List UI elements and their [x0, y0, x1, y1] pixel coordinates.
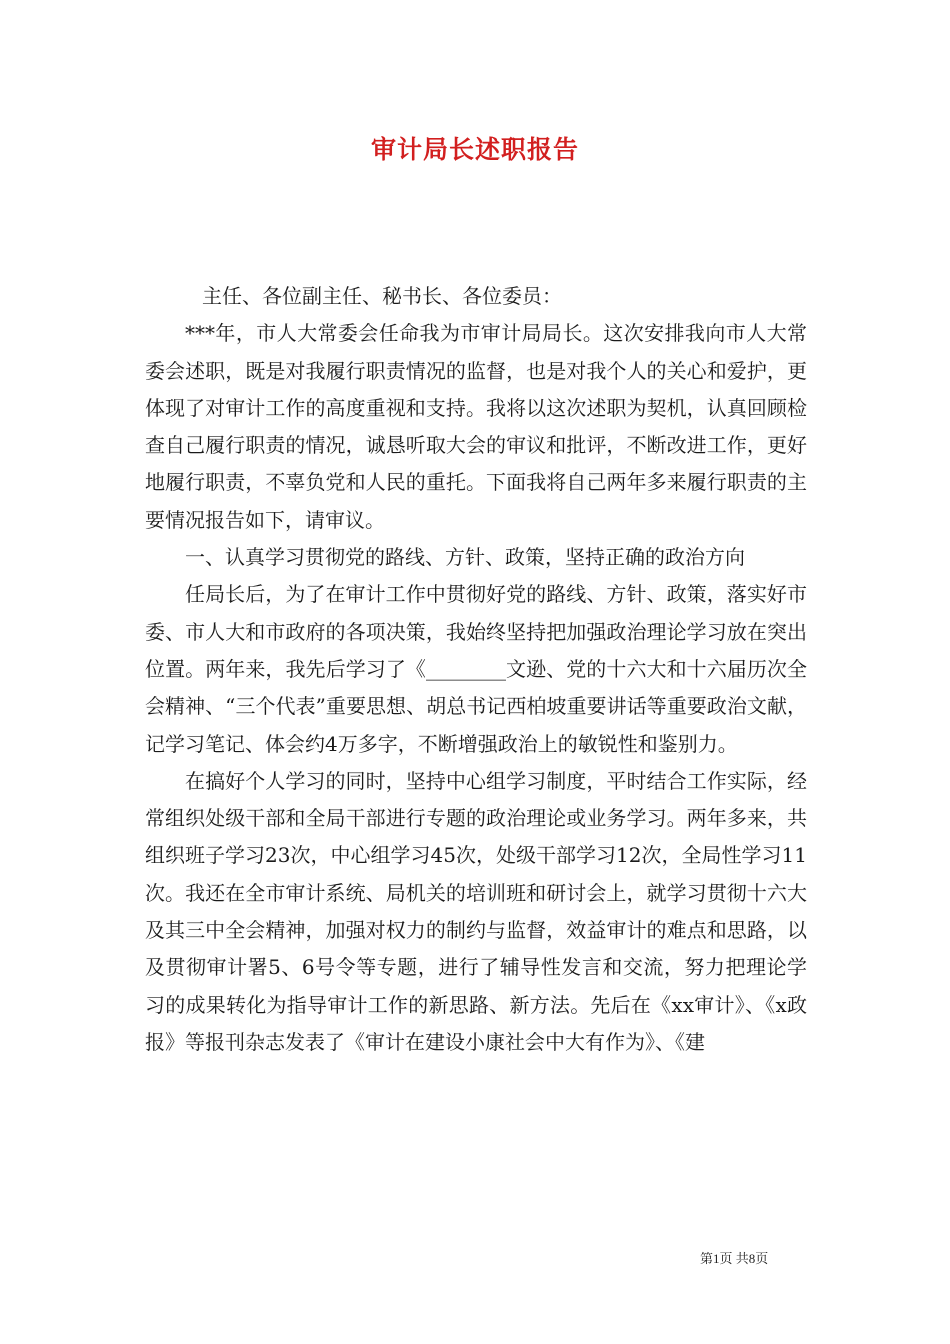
document-title: 审计局长述职报告 [370, 135, 579, 164]
intro-paragraph: ***年，市人大常委会任命我为市审计局局长。这次安排我向市人大常委会述职，既是对我履行职责情况的监督，也是对我个人的关心和爱护，更体现了对审计工作的高度重视和支持。我将以这次述职为契机，认真回顾检查自己履行职责的情况，诚恳听取大会的审议和批评，不断改进工作，更好地履行职责，不辜负党和人民的重托。下面我将自己两年多来履行职责的主要情况报告如下，请审议。 [145, 321, 807, 532]
body-paragraph: 任局长后，为了在审计工作中贯彻好党的路线、方针、政策，落实好市委、市人大和市政府的各项决策，我始终坚持把加强政治理论学习放在突出位置。两年来，我先后学习了《________文逊、党的十六大和十六届历次全会精神、“三个代表”重要思想、胡总书记西柏坡重要讲话等重要政治文献，记学习笔记、体会约4万多字，不断增强政治上的敏锐性和鉴别力。 [145, 582, 807, 756]
page-number-footer: 第1页 共8页 [700, 1251, 769, 1266]
salutation-paragraph: 主任、各位副主任、秘书长、各位委员： [202, 284, 562, 308]
document-body [145, 278, 807, 1061]
section-heading: 一、认真学习贯彻党的路线、方针、政策，坚持正确的政治方向 [185, 545, 745, 570]
body-paragraph: 在搞好个人学习的同时，坚持中心组学习制度，平时结合工作实际，经常组织处级干部和全局干部进行专题的政治理论或业务学习。两年多来，共组织班子学习23次，中心组学习45次，处级干部学习12次，全局性学习11次。我还在全市审计系统、局机关的培训班和研讨会上，就学习贯彻十六大及其三中全会精神，加强对权力的制约与监督，效益审计的难点和思路，以及贯彻审计署5、6号令等专题，进行了辅导性发言和交流，努力把理论学习的成果转化为指导审计工作的新思路、新方法。先后在《xx审计》、《x政报》等报刊杂志发表了《审计在建设小康社会中大有作为》、《建 [145, 768, 807, 1054]
